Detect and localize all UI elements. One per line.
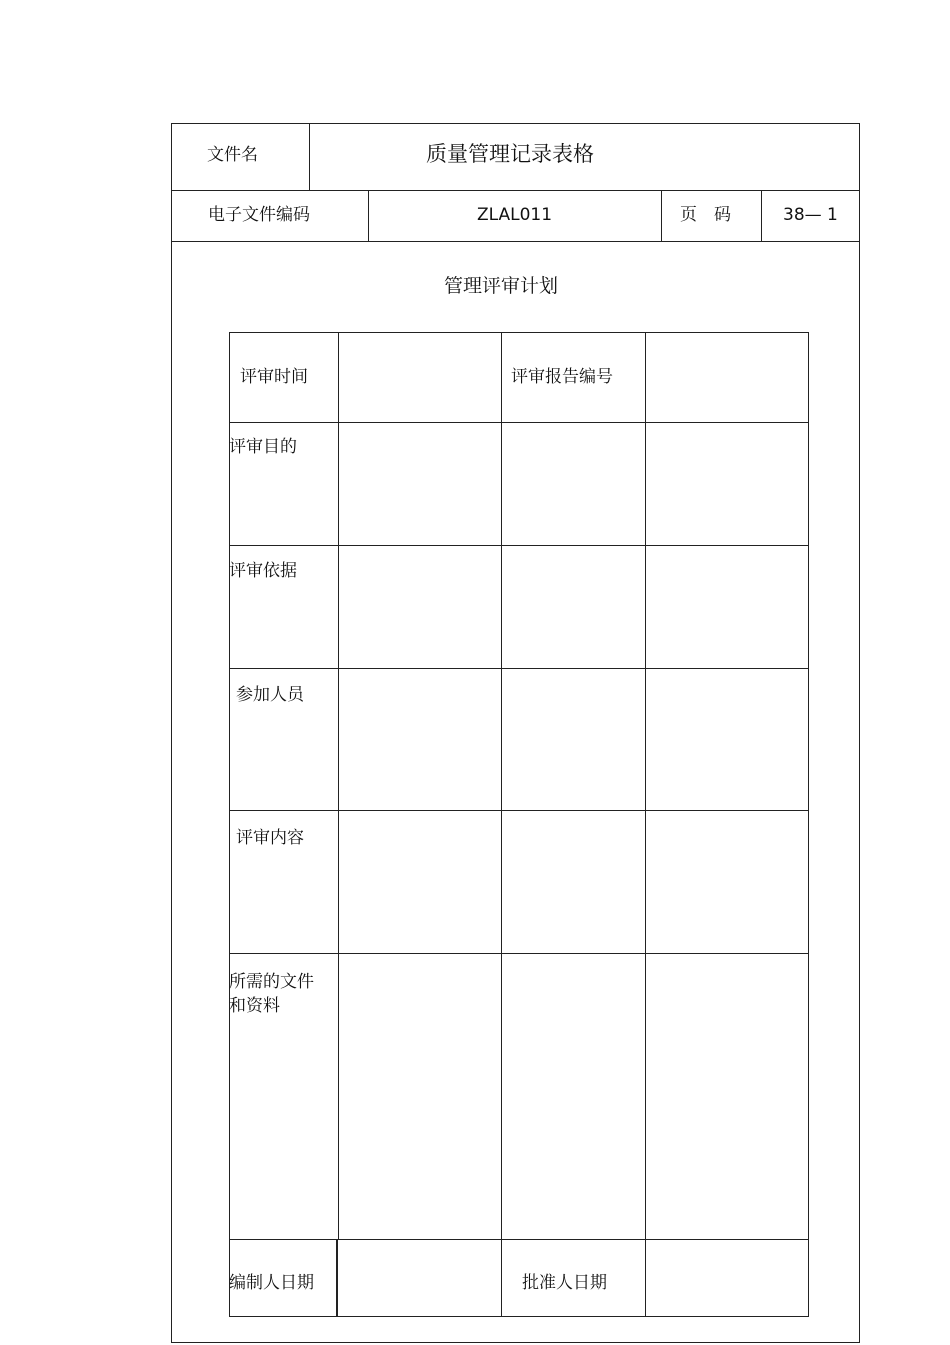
docs-label-line1: 所需的文件 [229,972,314,992]
header-row-divider [171,190,860,191]
page-label: 页 码 [680,205,731,225]
form-title: 质量管理记录表格 [426,142,594,166]
basis-label: 评审依据 [229,561,297,581]
header-code-divider [368,190,369,242]
code-label: 电子文件编码 [208,205,310,225]
compiler-label: 编制人日期 [229,1273,314,1293]
table-row-4-bottom [229,810,809,811]
participants-label: 参加人员 [236,685,304,705]
table-row-3-bottom [229,668,809,669]
table-row-5-bottom [229,953,809,954]
content-label: 评审内容 [236,828,304,848]
table-border-left [229,332,230,1317]
table-col-1-divider-last [336,1239,338,1317]
table-border-top [229,332,809,333]
outer-border-bottom [171,1342,860,1343]
report-no-label: 评审报告编号 [511,367,613,387]
outer-border-right [859,123,860,1343]
table-row-1-bottom [229,422,809,423]
approver-label: 批准人日期 [522,1273,607,1293]
table-col-2-divider [501,332,502,1317]
table-col-3-divider [645,332,646,1317]
table-border-right [808,332,809,1317]
header-bottom-divider [171,241,860,242]
table-border-bottom [229,1316,809,1317]
table-col-1-divider [338,332,339,1240]
purpose-label: 评审目的 [229,437,297,457]
page-value: 38— 1 [783,205,838,225]
header-page-label-divider [661,190,662,242]
docs-label-line2: 和资料 [229,996,280,1016]
table-row-2-bottom [229,545,809,546]
header-page-value-divider [761,190,762,242]
outer-border-top [171,123,860,124]
header-file-name-divider [309,123,310,191]
review-time-label: 评审时间 [240,367,308,387]
outer-border-left [171,123,172,1343]
file-name-label: 文件名 [207,145,258,165]
code-value: ZLAL011 [477,205,553,225]
table-row-6-bottom [229,1239,809,1240]
plan-title: 管理评审计划 [444,275,559,297]
